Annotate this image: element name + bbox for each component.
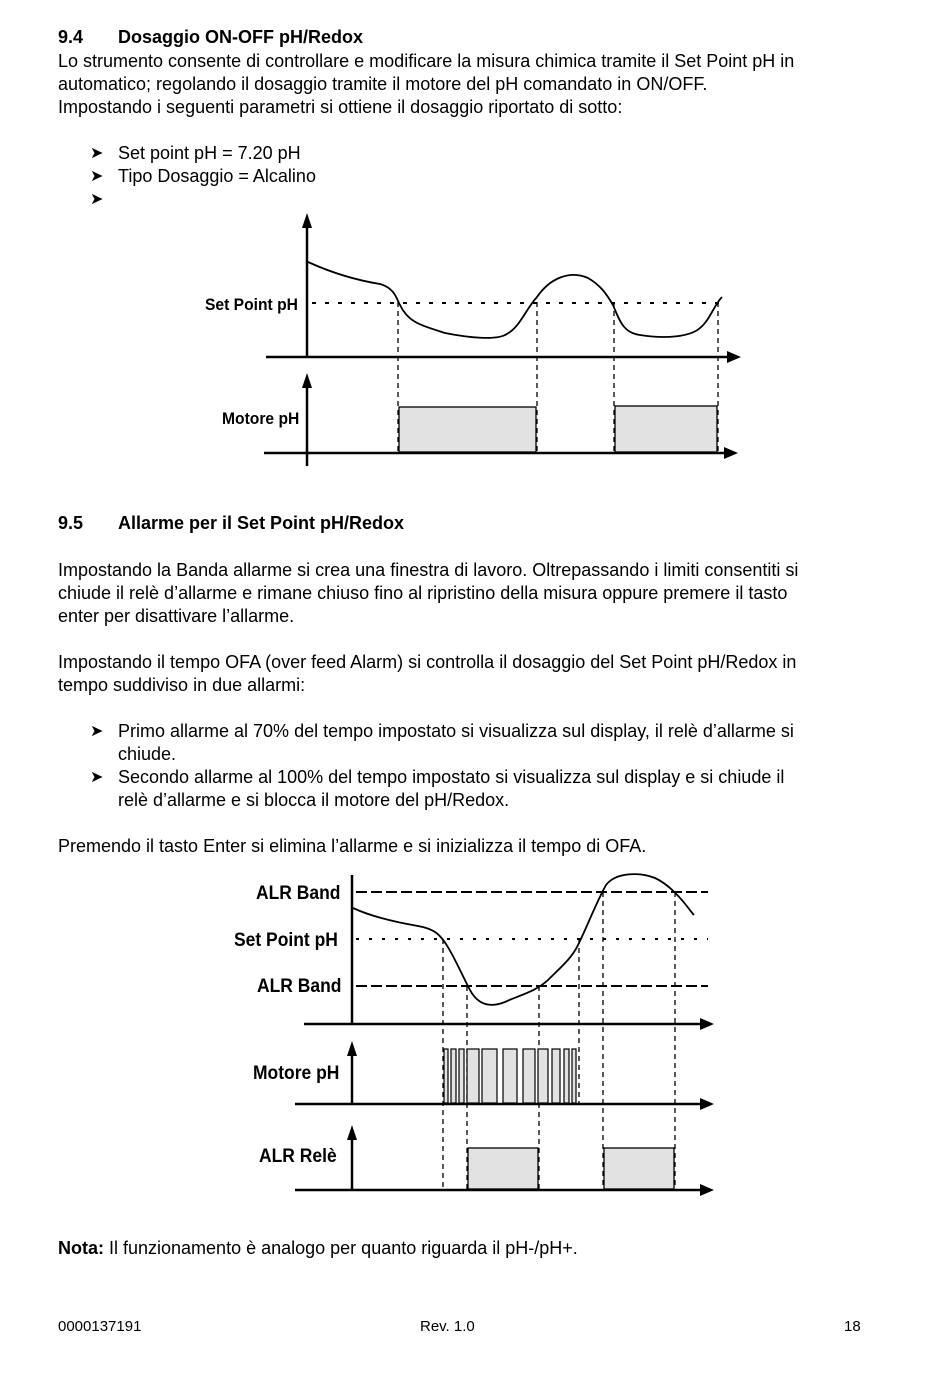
bullet-arrow-icon: ➤	[90, 769, 104, 786]
motor-on-block	[615, 406, 717, 452]
motor-pulse	[538, 1049, 548, 1103]
motor-pulse	[552, 1049, 560, 1103]
paragraph-line: Impostando i seguenti parametri si ottiene il dosaggio riportato di sotto:	[58, 97, 623, 117]
paragraph-line: chiude il relè d’allarme e rimane chiuso fino al ripristino della misura oppure premere il tasto	[58, 583, 788, 603]
section-title: Dosaggio ON-OFF pH/Redox	[118, 27, 363, 47]
setpoint-label: Set Point pH	[234, 928, 338, 951]
arrow-right-icon	[700, 1184, 714, 1196]
paragraph-line: enter per disattivare l’allarme.	[58, 606, 295, 626]
ph-curve	[308, 262, 722, 338]
bullet-arrow-icon: ➤	[90, 145, 104, 162]
relay-label: ALR Relè	[259, 1144, 337, 1167]
paragraph-line: Impostando il tempo OFA (over feed Alarm) si controlla il dosaggio del Set Point pH/Redox in	[58, 652, 797, 672]
footer-page-number: 18	[844, 1318, 861, 1335]
motor-pulse-group	[444, 1049, 576, 1103]
note-text: Il funzionamento è analogo per quanto riguarda il pH-/pH+.	[104, 1238, 578, 1258]
motor-pulse	[467, 1049, 479, 1103]
section-title: Allarme per il Set Point pH/Redox	[118, 513, 405, 533]
arrow-up-icon	[347, 1125, 357, 1140]
footer-revision: Rev. 1.0	[420, 1318, 475, 1335]
section-number: 9.5	[58, 513, 84, 533]
motor-pulse	[523, 1049, 535, 1103]
paragraph-line: Lo strumento consente di controllare e modificare la misura chimica tramite il Set Point pH in	[58, 51, 795, 71]
motor-on-block	[399, 407, 536, 452]
bullet-item: Tipo Dosaggio = Alcalino	[118, 166, 316, 186]
alarm-band-top-label: ALR Band	[256, 881, 341, 904]
bullet-item: Set point pH = 7.20 pH	[118, 143, 301, 163]
relay-on-block	[604, 1148, 674, 1189]
bullet-arrow-icon: ➤	[90, 168, 104, 185]
alarm-band-bottom-label: ALR Band	[257, 974, 342, 997]
arrow-up-icon	[347, 1041, 357, 1056]
paragraph-line: Premendo il tasto Enter si elimina l’allarme e si inizializza il tempo di OFA.	[58, 836, 647, 856]
motor-label: Motore pH	[253, 1061, 340, 1084]
arrow-right-icon	[700, 1018, 714, 1030]
bullet-item: Primo allarme al 70% del tempo impostato si visualizza sul display, il relè d’allarme si	[118, 721, 794, 741]
bullet-arrow-icon: ➤	[90, 191, 104, 208]
section-number: 9.4	[58, 27, 84, 47]
arrow-up-icon	[302, 213, 312, 228]
bullet-item-continuation: chiude.	[118, 744, 177, 764]
arrow-up-icon	[302, 373, 312, 388]
bullet-item: Secondo allarme al 100% del tempo impostato si visualizza sul display e si chiude il	[118, 767, 785, 787]
note	[58, 1237, 578, 1260]
paragraph-line: tempo suddiviso in due allarmi:	[58, 675, 306, 695]
onoff-dosing-diagram	[0, 0, 950, 480]
section-heading-9-5	[58, 513, 404, 534]
note-label: Nota:	[58, 1238, 104, 1258]
alarm-band-diagram	[0, 860, 950, 1210]
motor-pulse	[482, 1049, 497, 1103]
motor-label: Motore pH	[222, 409, 300, 429]
arrow-right-icon	[700, 1098, 714, 1110]
paragraph-line: Impostando la Banda allarme si crea una finestra di lavoro. Oltrepassando i limiti consentiti si	[58, 560, 799, 580]
motor-pulse	[459, 1049, 464, 1103]
paragraph-line: automatico; regolando il dosaggio tramite il motore del pH comandato in ON/OFF.	[58, 74, 708, 94]
arrow-right-icon	[724, 447, 738, 459]
motor-pulse	[572, 1049, 576, 1103]
motor-pulse	[444, 1049, 448, 1103]
bullet-arrow-icon: ➤	[90, 723, 104, 740]
bullet-item-continuation: relè d’allarme e si blocca il motore del pH/Redox.	[118, 790, 510, 810]
relay-on-block	[468, 1148, 538, 1189]
footer-document-code: 0000137191	[58, 1318, 142, 1335]
motor-pulse	[503, 1049, 517, 1103]
motor-pulse	[564, 1049, 569, 1103]
motor-pulse	[451, 1049, 456, 1103]
arrow-right-icon	[727, 351, 741, 363]
setpoint-label: Set Point pH	[204, 295, 298, 315]
